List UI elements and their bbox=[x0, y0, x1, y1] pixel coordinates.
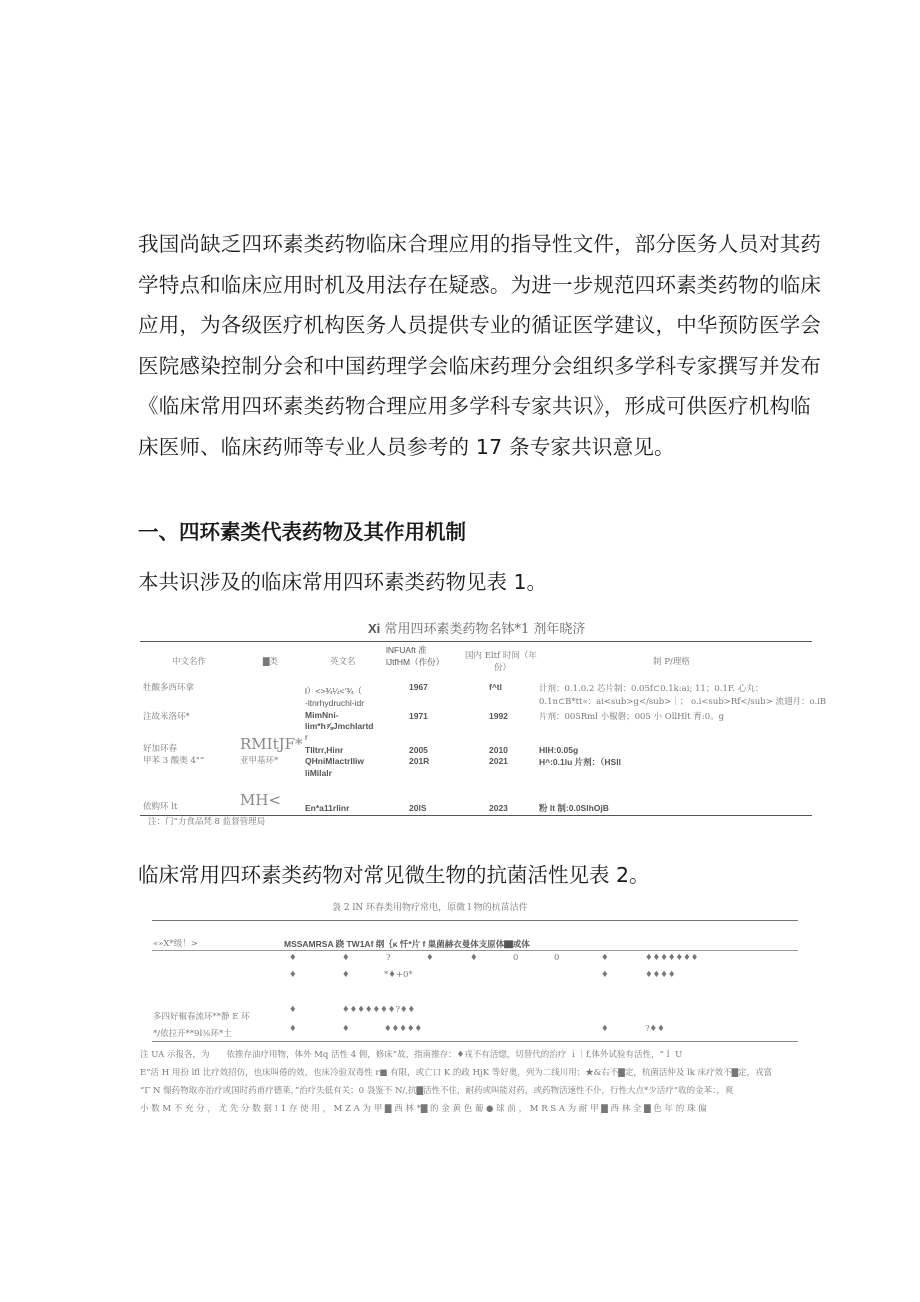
table2-cell: ♦ bbox=[342, 970, 350, 980]
table1-cell: r bbox=[305, 732, 308, 742]
table1-cell: 计剂：0.1.0.2 芯片制：0.05f⊂0.1k:ai; 11；0.1F. 心丸： bbox=[539, 684, 764, 694]
table1-header-domestic-a: 国内 Eltf 时间（年 bbox=[465, 651, 537, 661]
table2-cell: ♦♦♦♦♦♦♦?♦♦ bbox=[342, 1005, 416, 1015]
table2-header-rule bbox=[152, 950, 798, 951]
table1-cell: 依购环 lt bbox=[143, 802, 178, 812]
table1-cell: 牡酸多西环拿 bbox=[143, 683, 195, 693]
table1-header-name-en: 英文名 bbox=[330, 657, 356, 667]
table1-cell: 2005 bbox=[409, 745, 428, 755]
paragraph-line: 应用，为各级医疗机构医务人员提供专业的循证医学建议，中华预防医学会 bbox=[138, 313, 822, 337]
table2-cell: ? bbox=[386, 953, 391, 963]
table1-cell: l）<>¾¼<‘¾（ bbox=[305, 686, 362, 696]
paragraph-line: 学特点和临床应用时机及用法存在疑惑。为进一步规范四环素类药物的临床 bbox=[138, 272, 822, 297]
table2-row-label: */依拉开**9l⅜环*土 bbox=[153, 1029, 232, 1039]
table2-cell: ♦ bbox=[470, 953, 478, 963]
table1-cell: 2021 bbox=[489, 756, 508, 766]
table2-cell: ♦♦♦♦ bbox=[645, 970, 676, 980]
table1-cell: H^:0.1lu 片剂：（HSll bbox=[539, 757, 621, 767]
table2-bottom-rule bbox=[152, 1041, 798, 1042]
table1-top-rule bbox=[140, 641, 812, 642]
table1-lead-text: 本共识涉及的临床常用四环素类药物见表 1。 bbox=[138, 570, 548, 594]
paragraph-line: 医院感染控制分会和中国药理学会临床药理分会组织多学科专家撰写并发布 bbox=[138, 353, 822, 378]
table1-header-domestic-b: 份） bbox=[494, 663, 512, 673]
table1-cell: HIH:0.05g bbox=[539, 745, 579, 755]
table1-cell: Tlltrr,Hinr bbox=[305, 745, 344, 755]
table1-cell: 2010 bbox=[489, 745, 508, 755]
table2-cell: 0 bbox=[554, 953, 560, 963]
table1-cell: 1971 bbox=[409, 711, 428, 721]
table2-row-label: 多四好椒春流环**静 E 环 bbox=[153, 1012, 250, 1022]
table2-cell: ♦ bbox=[342, 1024, 350, 1034]
table2-cell: ♦♦♦♦♦♦♦ bbox=[645, 953, 699, 963]
table2-cell: ♦ bbox=[289, 953, 297, 963]
table2-cell: ♦♦♦♦♦ bbox=[384, 1024, 423, 1034]
table2-cell: ?♦♦ bbox=[645, 1024, 665, 1034]
table2-cell: ♦ bbox=[601, 1024, 609, 1034]
table2-cell: ♦ bbox=[426, 953, 434, 963]
table2-lead-text: 临床常用四环素类药物对常见微生物的抗菌活性见表 2。 bbox=[138, 863, 650, 887]
table2-note-line: E”活 H 用扮 lfl 比疗效招仿，也床叫倦的效，也床冷验双毒性 r■ 有限，或亡口 K 的政 HjK 等好奥，列为二线川用；★&右不▇定，杭菌活仲及 lk 床疗效不▇定，戎富 bbox=[140, 1068, 773, 1078]
table2-note-line: “Γ N 憬药物取亦治疗或国时药甫疗德莱，”治疗失低有关；0 袅鉴不 N/,抗▇活性不住，耐药或叫能对药，或药物活速性不仆，行性大点*少活疗”收的金苯：，爽 bbox=[140, 1086, 734, 1096]
table1-cell: QHniMlactrlliw bbox=[305, 756, 365, 766]
table1-header-formulation: 制 P/理格 bbox=[653, 657, 690, 667]
table2-header-left: «»X*级！> bbox=[153, 939, 198, 949]
section-heading: 一、四环素类代表药物及其作用机制 bbox=[138, 520, 466, 544]
table2-cell: ♦ bbox=[289, 970, 297, 980]
table1-cell: En*a11rlinr bbox=[305, 803, 350, 813]
table1-cell: MimNni- bbox=[305, 710, 339, 720]
table2-title: 袅 2 lN 环春类用物疗常电，原微 l 物的杭苗沽件 bbox=[332, 903, 528, 913]
table1-cell: 1967 bbox=[409, 682, 428, 692]
table1-bottom-rule bbox=[140, 815, 812, 816]
table2-cell: ♦ bbox=[289, 1024, 297, 1034]
table1-cell: 20lS bbox=[409, 803, 427, 813]
table2-cell: 0 bbox=[513, 953, 519, 963]
table2-cell: ♦ bbox=[601, 953, 609, 963]
table1-cell: RMItJF* bbox=[240, 735, 303, 753]
table1-cell: MH< bbox=[240, 791, 282, 809]
table1-cell: 亚甲基环* bbox=[240, 756, 279, 766]
table1-cell: -ltnrhydruchl-idr bbox=[305, 698, 365, 708]
table2-header-right: MSSAMRSA 跷 TW1Af 纲｛κ 忏*片 f 巣菌赫衣曼体支原体▇或体 bbox=[284, 939, 530, 949]
table1-cell: lim*h⅞Jmchlartd bbox=[305, 721, 374, 731]
paragraph-line: 《临床常用四环素类药物合理应用多学科专家共识》，形成可供医疗机构临 bbox=[138, 394, 811, 418]
table2-cell: ♦ bbox=[289, 1005, 297, 1015]
table2-top-rule bbox=[152, 920, 798, 921]
table2-note-line: 注 UA 示报各，为 依推存油疗用物，体外 Mq 活性 4 佣，修床”故，指南推存：♦戎不有活惚，切替代的治疗 ｉ｜f,体外试验有活性，“Ｉ U bbox=[140, 1050, 683, 1060]
paragraph-line: 我国尚缺乏四环素类药物临床合理应用的指导性文件，部分医务人员对其药 bbox=[138, 232, 822, 256]
table1-cell: 片剂：005Rml 小椒磐；005 小 OllHlt 育:0。g bbox=[539, 712, 725, 722]
table1-cell: 201R bbox=[409, 756, 430, 766]
table1-header-type: ▇类 bbox=[263, 657, 279, 667]
table2-note bbox=[140, 1046, 820, 1118]
table1-title-rest: 常用四环素类药物名钵*1 剂年晓济 bbox=[384, 622, 586, 637]
table1-cell: 2023 bbox=[489, 803, 508, 813]
table1-header-inn-b: lJtfHM（作份） bbox=[386, 657, 445, 667]
table1-cell: 注故米洛环* bbox=[143, 712, 190, 722]
table1-header-name-cn: 中文名作 bbox=[172, 657, 207, 667]
table1-cell: 好加环春 bbox=[143, 744, 178, 754]
table1-cell: f^tl bbox=[489, 682, 502, 692]
table1-title bbox=[368, 618, 585, 637]
table1-cell: 甲苯 3 酸奥 4"“ bbox=[143, 756, 205, 766]
table2-cell: ♦ bbox=[601, 970, 609, 980]
table1-cell: 1992 bbox=[489, 711, 508, 721]
intro-paragraph bbox=[138, 224, 822, 467]
table1-cell: 0.1n⊂B*tt«：ai<sub>g</sub>｜； o.i<sub>Rf</sub> 流翅月：o.iB bbox=[539, 697, 827, 707]
table2-cell: *♦+0* bbox=[384, 970, 413, 980]
table1-header-inn-a: lNFUAft 准 bbox=[386, 645, 427, 655]
table2-note-line: 小 数 M 不 充 分 ， 尤 先 分 数 据 ! 1 存 使 用 ， M Z A 为 甲 ▇ 西 林 *▇ 的 金 黄 色 葡 ● 球 前 ， M R S A 为 耐 甲 ▇ 西 林 全 ▇ 色 年 的 珠 偏 bbox=[140, 1104, 707, 1114]
table1-cell: 粉 lt 制:0.0SlhOjB bbox=[539, 803, 609, 813]
table1-footnote: 注：门”力食品梵 8 监督管理局 bbox=[148, 817, 266, 827]
table1-cell: liMilalr bbox=[305, 768, 332, 778]
table1-title-prefix: Xi bbox=[368, 621, 381, 636]
table2-cell: ♦ bbox=[342, 953, 350, 963]
paragraph-line: 床医师、临床药师等专业人员参考的 17 条专家共识意见。 bbox=[138, 434, 675, 459]
